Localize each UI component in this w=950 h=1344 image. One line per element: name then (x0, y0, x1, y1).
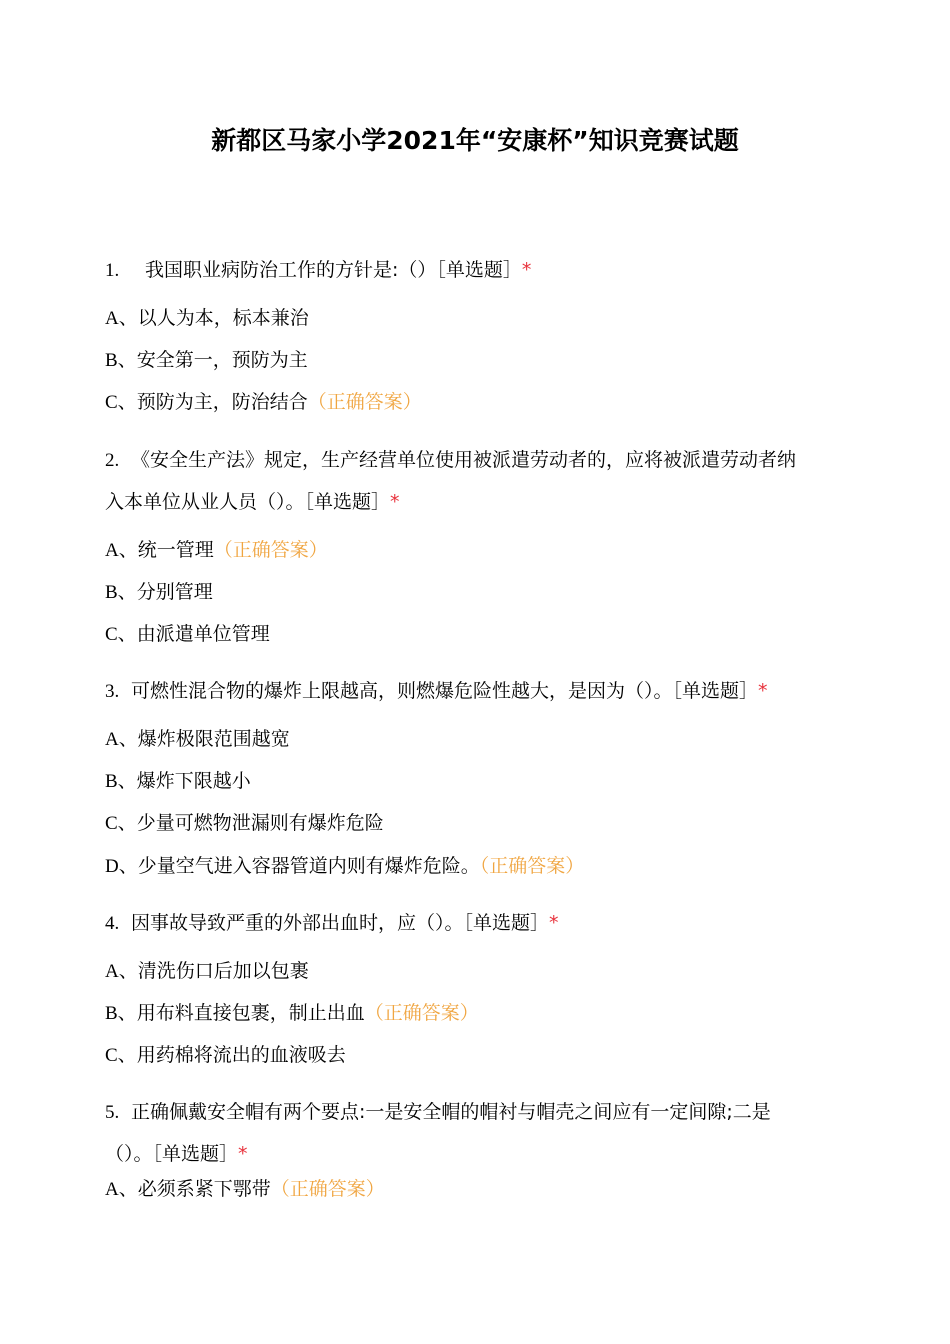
option-letter: A、 (105, 1179, 138, 1200)
question-5-continued (105, 1142, 248, 1166)
question-number: 4. (105, 913, 120, 934)
option-letter: A、 (105, 540, 138, 561)
option-text: 分别管理 (136, 581, 213, 603)
correct-answer-label: （正确答案） (479, 855, 585, 877)
question-text: 因事故导致严重的外部出血时，应（）。［单选题］ (131, 912, 550, 934)
option-text: 统一管理 (137, 539, 214, 561)
question-2 (105, 448, 796, 473)
option-letter: B、 (105, 771, 137, 792)
option-item (105, 538, 328, 563)
option-text: 爆炸极限范围越宽 (137, 728, 290, 750)
question-text: 可燃性混合物的爆炸上限越高，则燃爆危险性越大，是因为（）。［单选题］ (131, 680, 759, 702)
question-text: （）。［单选题］ (105, 1143, 239, 1165)
correct-answer-label: （正确答案） (213, 539, 328, 561)
option-item (105, 1001, 479, 1026)
required-mark: * (549, 912, 559, 934)
option-item (105, 306, 309, 331)
question-text: 入本单位从业人员（）。［单选题］ (105, 491, 391, 513)
question-number: 1. (105, 260, 120, 281)
correct-answer-label: （正确答案） (270, 1178, 385, 1200)
required-mark: * (390, 491, 400, 513)
option-letter: A、 (105, 729, 138, 750)
question-1 (105, 258, 531, 283)
question-number: 3. (105, 681, 120, 702)
option-item (105, 769, 251, 794)
option-text: 以人为本，标本兼治 (137, 307, 309, 329)
option-item (105, 1177, 385, 1202)
question-text: 我国职业病防治工作的方针是:（）［单选题］ (145, 259, 522, 281)
option-text: 由派遣单位管理 (136, 623, 270, 645)
required-mark: * (521, 259, 532, 281)
option-text: 安全第一，预防为主 (136, 349, 308, 371)
option-letter: B、 (105, 582, 137, 603)
option-text: 少量可燃物泄漏则有爆炸危险 (136, 812, 384, 834)
option-item (105, 348, 308, 373)
option-text: 少量空气进入容器管道内则有爆炸危险。 (137, 855, 480, 877)
option-item (105, 959, 309, 984)
option-text: 必须系紧下鄂带 (137, 1178, 271, 1200)
required-mark: * (238, 1143, 248, 1165)
option-text: 预防为主，防治结合 (136, 391, 308, 413)
option-letter: C、 (105, 624, 137, 645)
option-text: 用布料直接包裹，制止出血 (136, 1002, 365, 1024)
question-5 (105, 1100, 771, 1125)
option-item (105, 622, 270, 647)
correct-answer-label: （正确答案） (307, 391, 422, 413)
option-letter: C、 (105, 813, 137, 834)
option-item (105, 811, 384, 836)
option-text: 用药棉将流出的血液吸去 (136, 1044, 346, 1066)
question-4 (105, 911, 559, 936)
option-letter: C、 (105, 392, 137, 413)
option-letter: D、 (105, 856, 138, 877)
question-2-continued (105, 490, 400, 514)
option-item (105, 1043, 346, 1068)
option-item (105, 854, 584, 879)
question-text: 正确佩戴安全帽有两个要点:一是安全帽的帽衬与帽壳之间应有一定间隙;二是 (131, 1101, 771, 1123)
option-text: 清洗伤口后加以包裹 (137, 960, 309, 982)
option-item (105, 390, 422, 415)
option-letter: B、 (105, 1003, 137, 1024)
option-letter: C、 (105, 1045, 137, 1066)
question-text: 《安全生产法》规定，生产经营单位使用被派遣劳动者的，应将被派遣劳动者纳 (131, 449, 797, 471)
option-item (105, 580, 213, 605)
required-mark: * (758, 680, 768, 702)
option-text: 爆炸下限越小 (136, 770, 251, 792)
question-number: 5. (105, 1102, 120, 1123)
correct-answer-label: （正确答案） (364, 1002, 479, 1024)
document-title: 新都区马家小学2021年“安康杯”知识竞赛试题 (211, 126, 739, 155)
option-item (105, 727, 290, 752)
question-number: 2. (105, 450, 120, 471)
question-3 (105, 679, 768, 704)
option-letter: A、 (105, 308, 138, 329)
option-letter: A、 (105, 961, 138, 982)
option-letter: B、 (105, 350, 137, 371)
